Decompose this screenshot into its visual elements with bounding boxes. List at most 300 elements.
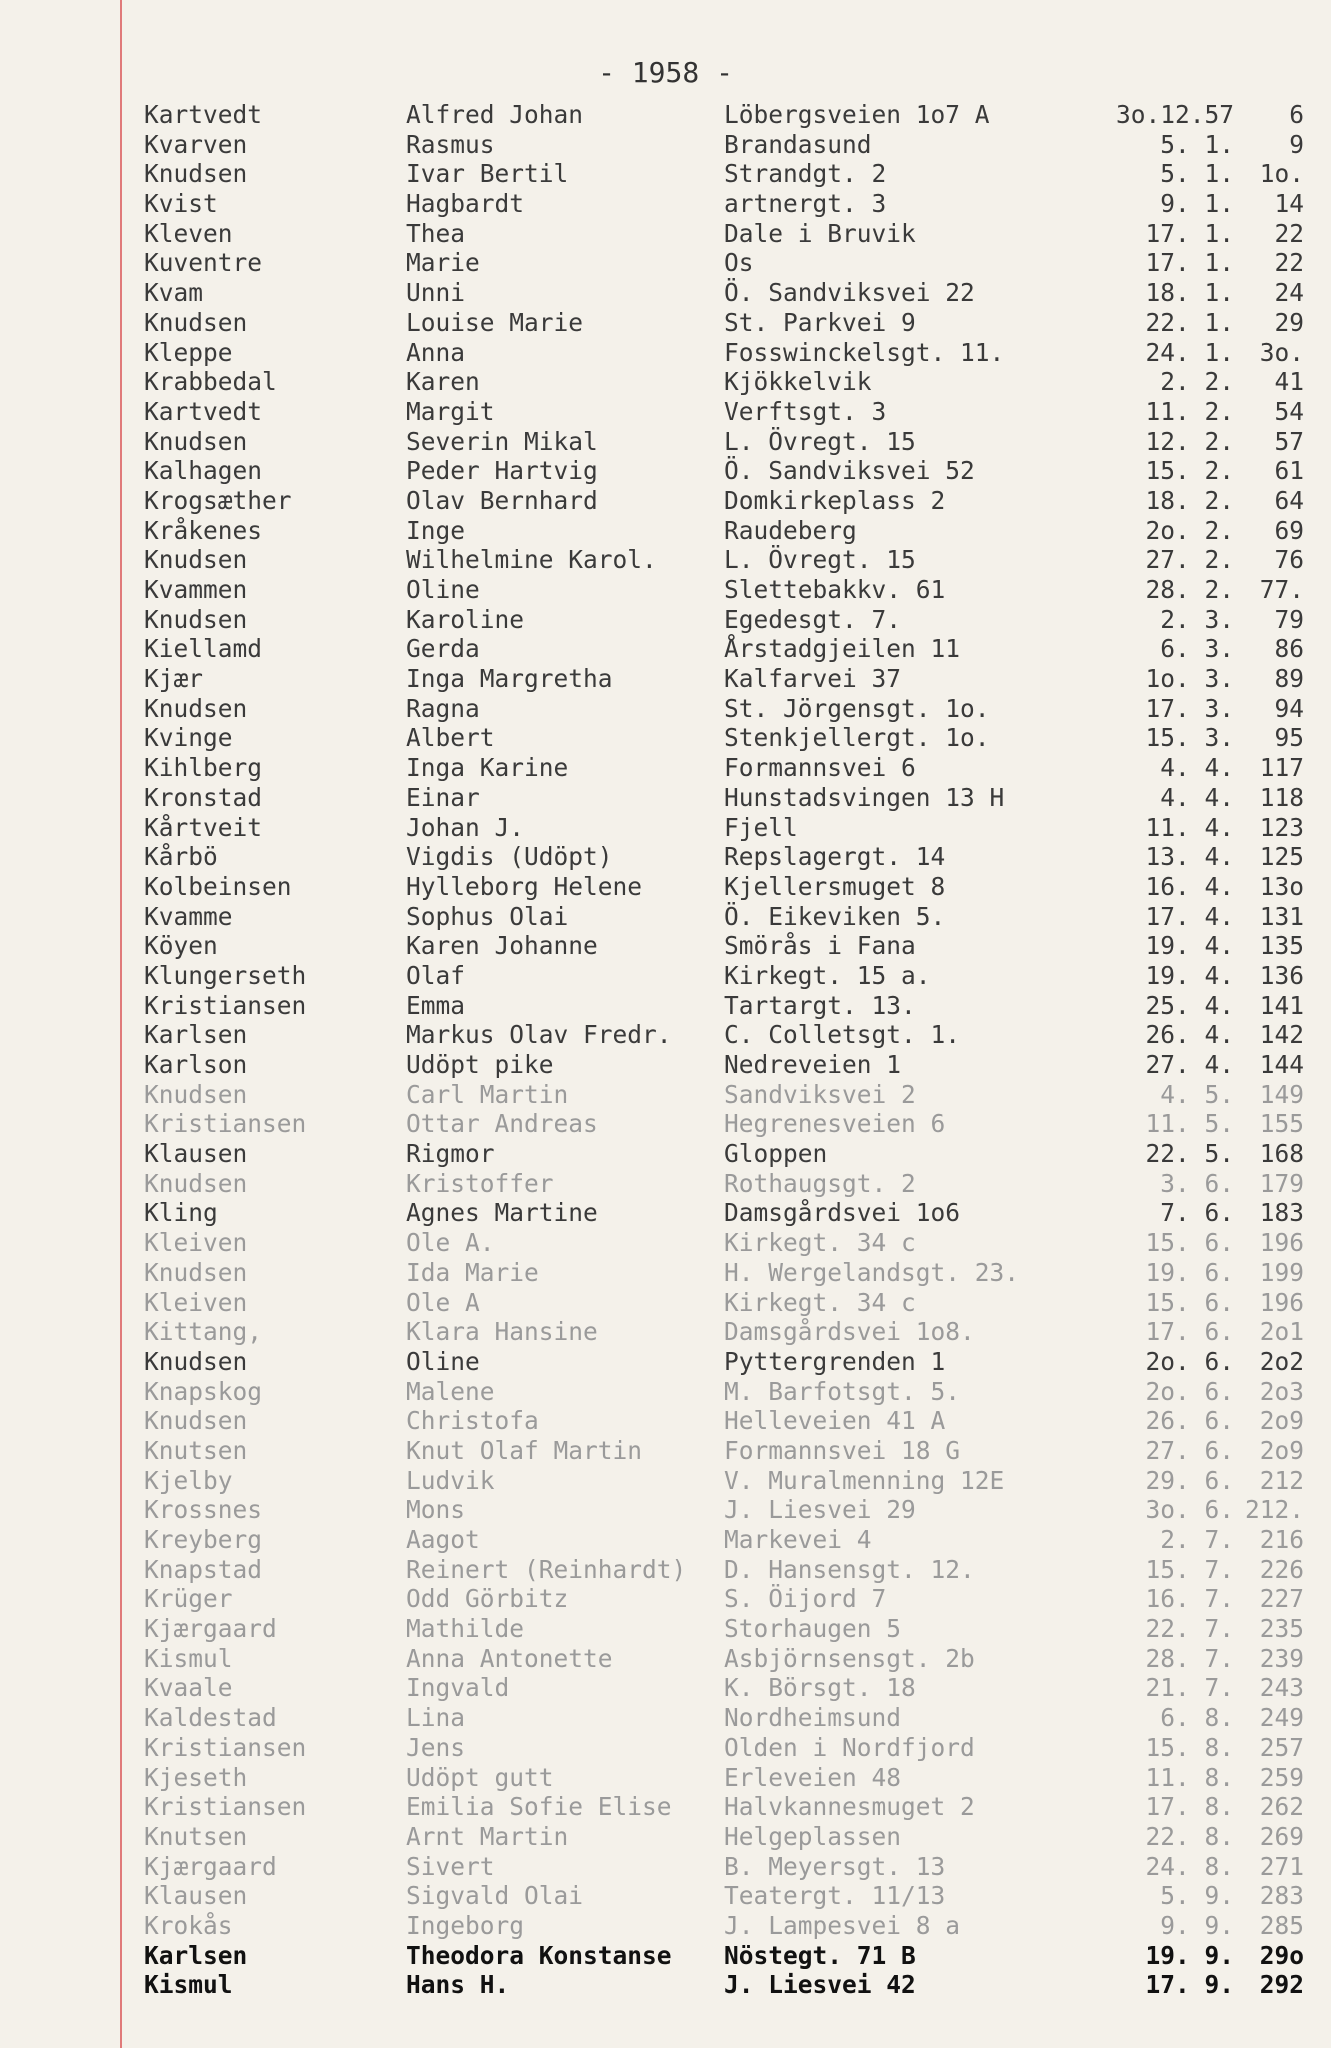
entry-surname: Knudsen [144,307,248,337]
entry-address: B. Meyersgt. 13 [724,1851,946,1881]
entry-number: 149 [1259,1079,1304,1109]
entry-date: 3. 6. [1160,1168,1234,1198]
entry-number: 235 [1259,1614,1304,1644]
entry-address: Kirkegt. 15 a. [724,960,931,990]
list-item [0,1822,1331,1852]
entry-address: Hunstadsvingen 13 H [724,782,1005,812]
list-item [0,1792,1331,1822]
list-item [0,1555,1331,1585]
entry-surname: Kreyberg [144,1525,263,1554]
entry-address: Kjellersmuget 8 [724,871,946,901]
entry-given-name: Gerda [406,634,480,664]
list-item [0,1970,1331,2000]
entry-given-name: Oline [406,1346,480,1376]
entry-surname: Knutsen [144,1435,248,1465]
entry-given-name: Lina [406,1703,466,1733]
entry-surname: Kjelby [144,1465,233,1495]
entry-address: Egedesgt. 7. [724,604,902,634]
entry-address: Kirkegt. 34 c [724,1287,916,1317]
entry-surname: Knudsen [144,1346,248,1376]
entry-address: Damsgårdsvei 1o6 [724,1198,961,1228]
entry-given-name: Anna Antonette [406,1643,613,1673]
entry-address: Dale i Bruvik [724,218,916,248]
entry-surname: Kihlberg [144,753,263,783]
entry-surname: Kvarven [144,129,248,159]
list-item [0,486,1331,516]
entry-date: 15. 2. [1145,456,1234,486]
entry-number: 179 [1259,1168,1304,1198]
list-item [0,1020,1331,1050]
entry-surname: Kvamme [144,901,233,931]
entry-address: Storhaugen 5 [724,1614,902,1644]
list-item [0,1495,1331,1525]
list-item [0,1881,1331,1911]
entry-number: 168 [1259,1139,1304,1169]
entry-number: 131 [1259,901,1304,931]
entry-given-name: Ida Marie [406,1257,539,1287]
entry-number: 125 [1259,842,1304,872]
entry-given-name: Unni [406,278,466,308]
entry-date: 11. 2. [1145,396,1234,426]
entry-number: 41 [1274,367,1304,397]
entry-given-name: Vigdis (Udöpt) [406,842,613,872]
entry-given-name: Markus Olav Fredr. [406,1020,672,1050]
entry-date: 1o. 3. [1145,664,1234,694]
entry-given-name: Margit [406,396,495,426]
list-item [0,1288,1331,1318]
entry-address: Löbergsveien 1o7 A [724,100,990,129]
entry-given-name: Jens [406,1732,466,1762]
entry-date: 11. 4. [1145,812,1234,842]
entry-address: Tartargt. 13. [724,990,916,1020]
entry-number: 94 [1274,693,1304,723]
list-item [0,1584,1331,1614]
entry-surname: Kårtveit [144,812,263,842]
entry-date: 17. 1. [1145,218,1234,248]
entry-date: 26. 4. [1145,1020,1234,1050]
list-item [0,308,1331,338]
entry-address: St. Parkvei 9 [724,307,916,337]
entry-number: 199 [1259,1257,1304,1287]
entry-address: Pyttergrenden 1 [724,1346,946,1376]
entry-surname: Knudsen [144,426,248,456]
list-item [0,397,1331,427]
entry-date: 18. 2. [1145,485,1234,515]
entry-given-name: Kristoffer [406,1168,554,1198]
entry-number: 212 [1259,1465,1304,1495]
entry-given-name: Ragna [406,693,480,723]
list-item [0,1911,1331,1941]
entry-address: Repslagergt. 14 [724,842,946,872]
entry-given-name: Klara Hansine [406,1317,598,1347]
entry-surname: Kronstad [144,782,263,812]
entry-surname: Klungerseth [144,960,307,990]
entry-surname: Knudsen [144,1257,248,1287]
entry-address: Strandgt. 2 [724,159,887,189]
list-item [0,1525,1331,1555]
list-item [0,1228,1331,1258]
entry-given-name: Mons [406,1495,466,1525]
entry-surname: Kjeseth [144,1762,248,1792]
entry-number: 257 [1259,1732,1304,1762]
list-item [0,1406,1331,1436]
entry-surname: Kristiansen [144,1792,307,1822]
entry-number: 196 [1259,1228,1304,1258]
entry-given-name: Hans H. [406,1970,510,2000]
entry-date: 27. 6. [1145,1435,1234,1465]
entry-surname: Kristiansen [144,990,307,1020]
entry-surname: Kristiansen [144,1732,307,1762]
entry-address: Olden i Nordfjord [724,1732,975,1762]
entry-date: 2o. 6. [1145,1376,1234,1406]
entry-given-name: Malene [406,1376,495,1406]
entry-given-name: Karoline [406,604,525,634]
entry-surname: Kleven [144,218,233,248]
list-item [0,159,1331,189]
entry-address: Fjell [724,812,798,842]
entry-date: 13. 4. [1145,842,1234,872]
entry-number: 271 [1259,1851,1304,1881]
entry-address: L. Övregt. 15 [724,426,916,456]
entry-date: 19. 4. [1145,931,1234,961]
entry-given-name: Louise Marie [406,307,584,337]
entry-number: 1o. [1259,159,1304,189]
list-item [0,516,1331,546]
entry-given-name: Odd Görbitz [406,1584,569,1614]
list-item [0,605,1331,635]
entry-date: 17. 8. [1145,1792,1234,1822]
entry-number: 269 [1259,1821,1304,1851]
entry-given-name: Einar [406,782,480,812]
entry-date: 27. 4. [1145,1050,1234,1079]
entry-date: 24. 1. [1145,337,1234,367]
entry-given-name: Karen [406,367,480,397]
entry-surname: Kartvedt [144,100,263,129]
entry-given-name: Rigmor [406,1139,495,1169]
entry-address: Ö. Eikeviken 5. [724,901,946,931]
list-item [0,1169,1331,1199]
entry-surname: Kleppe [144,337,233,367]
entry-given-name: Sophus Olai [406,901,569,931]
entry-number: 22 [1274,218,1304,248]
entry-surname: Krüger [144,1584,233,1614]
entry-date: 16. 7. [1145,1584,1234,1614]
entry-surname: Krossnes [144,1495,263,1525]
entry-number: 76 [1274,545,1304,575]
entry-address: Kirkegt. 34 c [724,1228,916,1258]
entry-number: 2o9 [1259,1435,1304,1465]
entry-address: Sandviksvei 2 [724,1079,916,1109]
entry-address: Verftsgt. 3 [724,396,887,426]
entry-surname: Kvinge [144,723,233,753]
entry-address: Stenkjellergt. 1o. [724,723,990,753]
entry-given-name: Alfred Johan [406,100,584,129]
entry-number: 285 [1259,1910,1304,1940]
list-item [0,575,1331,605]
list-item [0,1852,1331,1882]
entry-surname: Kjær [144,664,204,694]
entry-surname: Knudsen [144,159,248,189]
entry-number: 77. [1259,575,1304,604]
entry-number: 54 [1274,396,1304,426]
entry-address: J. Lampesvei 8 a [724,1910,961,1940]
entry-surname: Karlson [144,1050,248,1079]
entry-address: Helleveien 41 A [724,1406,946,1436]
entry-date: 11. 5. [1145,1109,1234,1139]
list-item [0,1258,1331,1288]
entry-number: 123 [1259,812,1304,842]
entry-number: 118 [1259,782,1304,812]
register-list [0,100,1331,2000]
list-item [0,456,1331,486]
entry-surname: Krabbedal [144,367,277,397]
entry-surname: Kråkenes [144,515,263,545]
entry-surname: Kvist [144,189,218,219]
entry-address: St. Jörgensgt. 1o. [724,693,990,723]
list-item [0,367,1331,397]
list-item [0,100,1331,130]
entry-address: Domkirkeplass 2 [724,485,946,515]
entry-given-name: Oline [406,575,480,604]
entry-date: 11. 8. [1145,1762,1234,1792]
entry-date: 15. 6. [1145,1287,1234,1317]
entry-number: 196 [1259,1287,1304,1317]
entry-number: 3o. [1259,337,1304,367]
list-item [0,189,1331,219]
entry-given-name: Albert [406,723,495,753]
entry-number: 141 [1259,990,1304,1020]
entry-surname: Kuventre [144,248,263,278]
entry-number: 292 [1259,1970,1304,2000]
entry-given-name: Inge [406,515,466,545]
entry-surname: Knudsen [144,693,248,723]
entry-address: Brandasund [724,129,872,159]
entry-date: 6. 3. [1160,634,1234,664]
entry-address: Damsgårdsvei 1o8. [724,1317,975,1347]
entry-number: 22 [1274,248,1304,278]
entry-number: 2o1 [1259,1317,1304,1347]
entry-number: 262 [1259,1792,1304,1822]
entry-number: 249 [1259,1703,1304,1733]
entry-given-name: Udöpt gutt [406,1762,554,1792]
entry-given-name: Ole A [406,1287,480,1317]
entry-number: 183 [1259,1198,1304,1228]
entry-address: C. Colletsgt. 1. [724,1020,961,1050]
entry-date: 22. 7. [1145,1614,1234,1644]
entry-date: 5. 1. [1160,159,1234,189]
entry-date: 25. 4. [1145,990,1234,1020]
entry-number: 239 [1259,1643,1304,1673]
entry-address: L. Övregt. 15 [724,545,916,575]
entry-address: J. Liesvei 29 [724,1495,916,1525]
entry-date: 6. 8. [1160,1703,1234,1733]
entry-address: Ö. Sandviksvei 52 [724,456,975,486]
entry-address: Os [724,248,754,278]
entry-date: 4. 5. [1160,1079,1234,1109]
entry-given-name: Ottar Andreas [406,1109,598,1139]
list-item [0,1941,1331,1971]
entry-given-name: Mathilde [406,1614,525,1644]
entry-date: 17. 4. [1145,901,1234,931]
entry-date: 9. 9. [1160,1910,1234,1940]
entry-address: Nordheimsund [724,1703,902,1733]
entry-address: Kalfarvei 37 [724,664,902,694]
entry-number: 95 [1274,723,1304,753]
entry-date: 2o. 2. [1145,515,1234,545]
entry-date: 2o. 6. [1145,1346,1234,1376]
entry-number: 227 [1259,1584,1304,1614]
entry-given-name: Peder Hartvig [406,456,598,486]
entry-surname: Knudsen [144,1079,248,1109]
entry-address: S. Öijord 7 [724,1584,887,1614]
entry-number: 144 [1259,1050,1304,1079]
entry-number: 61 [1274,456,1304,486]
entry-given-name: Inga Karine [406,753,569,783]
entry-surname: Kaldestad [144,1703,277,1733]
entry-given-name: Emma [406,990,466,1020]
entry-given-name: Emilia Sofie Elise [406,1792,672,1822]
list-item [0,1139,1331,1169]
entry-date: 15. 7. [1145,1554,1234,1584]
entry-number: 259 [1259,1762,1304,1792]
entry-given-name: Karen Johanne [406,931,598,961]
list-item [0,1673,1331,1703]
page-title: - 1958 - [598,56,733,89]
entry-given-name: Ole A. [406,1228,495,1258]
entry-date: 5. 9. [1160,1881,1234,1911]
entry-date: 3o.12.57 [1115,100,1234,129]
list-item [0,991,1331,1021]
list-item [0,248,1331,278]
entry-surname: Kolbeinsen [144,871,292,901]
entry-number: 86 [1274,634,1304,664]
entry-surname: Kvammen [144,575,248,604]
entry-address: Årstadgjeilen 11 [724,634,961,664]
list-item [0,1377,1331,1407]
entry-date: 12. 2. [1145,426,1234,456]
entry-given-name: Hylleborg Helene [406,871,643,901]
entry-date: 22. 5. [1145,1139,1234,1169]
entry-given-name: Udöpt pike [406,1050,554,1079]
entry-date: 29. 6. [1145,1465,1234,1495]
entry-given-name: Ingeborg [406,1910,525,1940]
entry-surname: Knudsen [144,1168,248,1198]
entry-surname: Kling [144,1198,218,1228]
entry-number: 6 [1289,100,1304,129]
list-item [0,1466,1331,1496]
entry-surname: Kiellamd [144,634,263,664]
list-item [0,694,1331,724]
entry-given-name: Anna [406,337,466,367]
entry-number: 2o2 [1259,1346,1304,1376]
list-item [0,1644,1331,1674]
list-item [0,427,1331,457]
entry-surname: Kismul [144,1970,233,2000]
list-item [0,278,1331,308]
entry-given-name: Christofa [406,1406,539,1436]
entry-address: Hegrenesveien 6 [724,1109,946,1139]
entry-surname: Klausen [144,1139,248,1169]
entry-given-name: Inga Margretha [406,664,613,694]
entry-given-name: Ludvik [406,1465,495,1495]
entry-address: Teatergt. 11/13 [724,1881,946,1911]
entry-given-name: Olav Bernhard [406,485,598,515]
entry-date: 19. 9. [1145,1940,1234,1970]
entry-date: 27. 2. [1145,545,1234,575]
entry-address: artnergt. 3 [724,189,887,219]
list-item [0,1436,1331,1466]
list-item [0,130,1331,160]
entry-surname: Krogsæther [144,485,292,515]
list-item [0,1198,1331,1228]
list-item [0,1703,1331,1733]
list-item [0,872,1331,902]
entry-surname: Knutsen [144,1821,248,1851]
entry-address: Erleveien 48 [724,1762,902,1792]
entry-date: 5. 1. [1160,129,1234,159]
entry-surname: Kårbö [144,842,218,872]
list-item [0,545,1331,575]
entry-surname: Kvaale [144,1673,233,1703]
entry-address: Asbjörnsensgt. 2b [724,1643,975,1673]
entry-address: Formannsvei 6 [724,753,916,783]
entry-date: 16. 4. [1145,871,1234,901]
list-item [0,902,1331,932]
entry-address: Raudeberg [724,515,857,545]
entry-address: Rothaugsgt. 2 [724,1168,916,1198]
entry-date: 18. 1. [1145,278,1234,308]
entry-given-name: Thea [406,218,466,248]
entry-date: 2. 2. [1160,367,1234,397]
entry-address: Kjökkelvik [724,367,872,397]
entry-surname: Köyen [144,931,218,961]
entry-address: Nedreveien 1 [724,1050,902,1079]
entry-given-name: Severin Mikal [406,426,598,456]
entry-date: 26. 6. [1145,1406,1234,1436]
entry-address: Formannsvei 18 G [724,1435,961,1465]
entry-address: Markevei 4 [724,1525,872,1554]
entry-number: 212. [1244,1495,1304,1525]
entry-date: 4. 4. [1160,753,1234,783]
entry-number: 2o9 [1259,1406,1304,1436]
entry-given-name: Sivert [406,1851,495,1881]
entry-date: 19. 4. [1145,960,1234,990]
entry-date: 22. 1. [1145,307,1234,337]
entry-date: 17. 3. [1145,693,1234,723]
entry-number: 89 [1274,664,1304,694]
entry-surname: Kittang, [144,1317,263,1347]
entry-date: 17. 1. [1145,248,1234,278]
entry-surname: Kalhagen [144,456,263,486]
entry-date: 15. 6. [1145,1228,1234,1258]
entry-given-name: Johan J. [406,812,525,842]
list-item [0,664,1331,694]
entry-date: 28. 7. [1145,1643,1234,1673]
entry-number: 29 [1274,307,1304,337]
entry-number: 29o [1259,1940,1304,1970]
entry-surname: Knudsen [144,545,248,575]
entry-given-name: Knut Olaf Martin [406,1435,643,1465]
entry-given-name: Olaf [406,960,466,990]
entry-number: 57 [1274,426,1304,456]
list-item [0,1080,1331,1110]
list-item [0,219,1331,249]
entry-given-name: Ingvald [406,1673,510,1703]
list-item [0,813,1331,843]
entry-given-name: Theodora Konstanse [406,1940,672,1970]
entry-number: 226 [1259,1554,1304,1584]
entry-surname: Klausen [144,1881,248,1911]
